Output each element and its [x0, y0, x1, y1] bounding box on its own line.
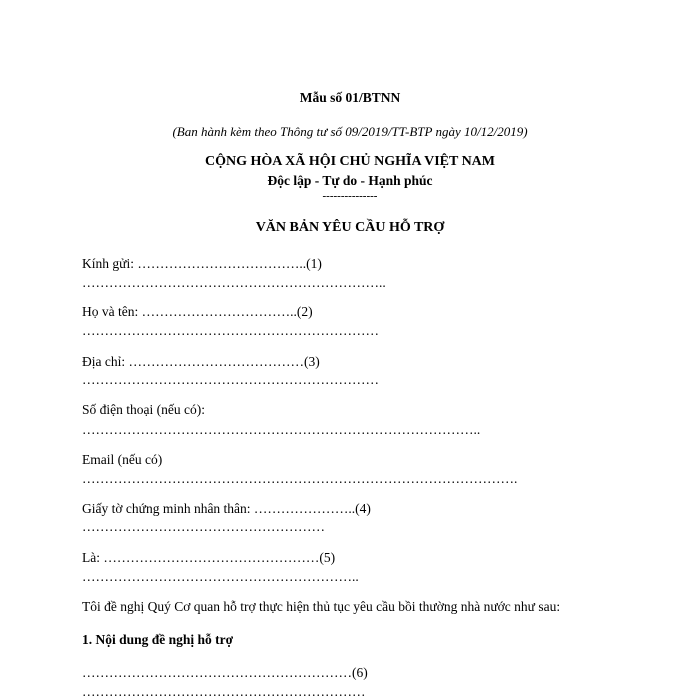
recipient-field-continuation: …………………………………………………………..	[82, 275, 386, 290]
phone-field-label: Số điện thoại (nếu có):	[82, 402, 205, 417]
section1-line1: ……………………………………………………(6)	[82, 665, 368, 680]
identity-document-field-label: Giấy tờ chứng minh nhân thân: …………………..(4)	[82, 501, 371, 516]
document-title: VĂN BẢN YÊU CẦU HỖ TRỢ	[255, 220, 445, 235]
identity-document-field-continuation: ………………………………………………	[82, 519, 325, 534]
request-statement: Tôi đề nghị Quý Cơ quan hỗ trợ thực hiện thủ tục yêu cầu bồi thường nhà nước như sau:	[82, 599, 561, 614]
fullname-field-continuation: …………………………………………………………	[82, 323, 379, 338]
role-field-continuation: ……………………………………………………..	[82, 569, 359, 584]
motto-underline: ---------------	[322, 190, 378, 202]
form-number: Mẫu số 01/BTNN	[299, 90, 401, 105]
country-name: CỘNG HÒA XÃ HỘI CHỦ NGHĨA VIỆT NAM	[204, 154, 495, 169]
fullname-field-label: Họ và tên: ……………………………..(2)	[82, 304, 313, 319]
email-field-continuation: …………………………………………………………………………………….	[82, 471, 518, 486]
section1-line2: ………………………………………………………	[82, 684, 366, 699]
email-field-label: Email (nếu có)	[82, 452, 163, 467]
section1-heading: 1. Nội dung đề nghị hỗ trợ	[82, 632, 234, 647]
recipient-field-label: Kính gửi: ………………………………..(1)	[82, 256, 322, 271]
phone-field-continuation: ……………………………………………………………………………..	[82, 422, 481, 437]
address-field-continuation: …………………………………………………………	[82, 372, 379, 387]
role-field-label: Là: …………………………………………(5)	[82, 550, 336, 565]
address-field-label: Địa chỉ: …………………………………(3)	[82, 354, 320, 369]
issuance-note: (Ban hành kèm theo Thông tư số 09/2019/TT-BTP ngày 10/12/2019)	[172, 124, 528, 139]
national-motto: Độc lập - Tự do - Hạnh phúc	[267, 173, 433, 188]
